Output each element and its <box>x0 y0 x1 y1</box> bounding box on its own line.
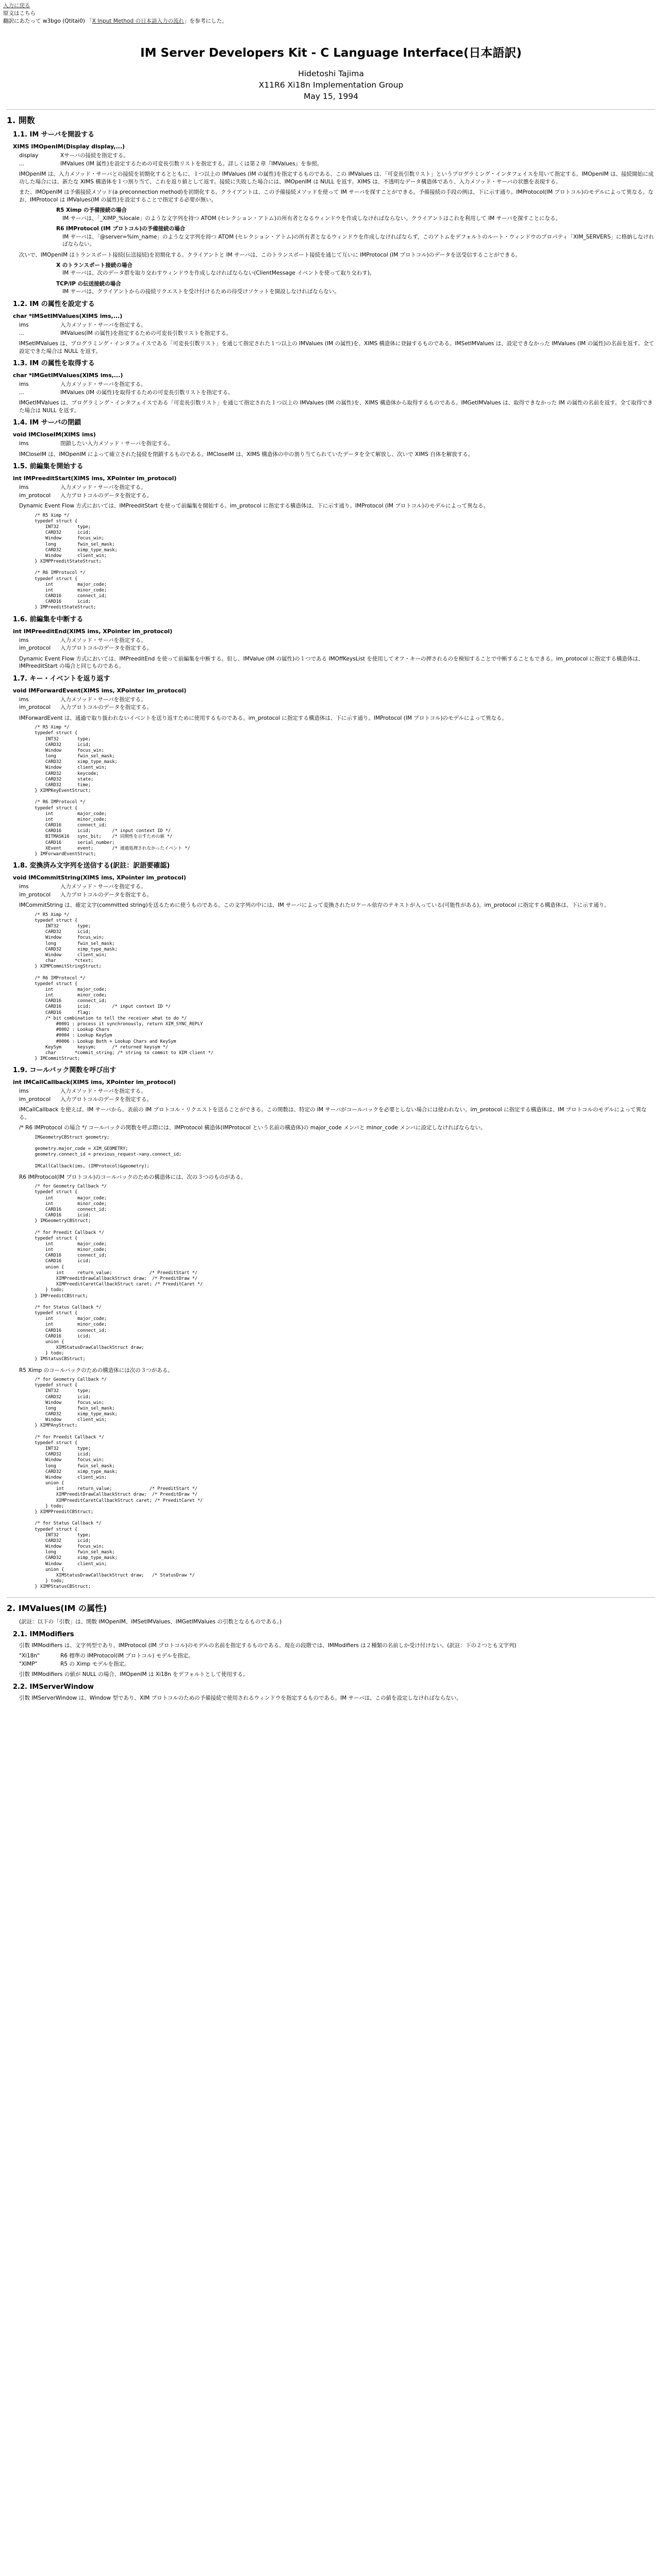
argument-description: 入力メソッド・サーバを指定する。 <box>60 637 146 643</box>
argument-list <box>19 381 655 396</box>
argument-description: IMValues (IM 属性)を設定するための可変長引数リストを指定する。詳しくは第２章『IMValues』を参照。 <box>60 160 323 167</box>
translation-note: 翻訳にあたって w3bgo (Qtitai0) 「X Input Method の日本語入力の流れ」を参考にした。 <box>3 18 227 24</box>
author: Hidetoshi Tajima <box>298 69 364 78</box>
function-signature: void IMCloseIM(XIMS ims) <box>13 431 96 438</box>
paragraph: IMOpenIM は、入力メソッド・サーバとの接続を初期化するとともに、１つ以上の IMValues (IM の属性)を指定するものである。この IMValues は、「可変長引数リスト」というプログラミング・インタフェイスを用いて指定する。IMOpenIM は、接続開始に成功した場合には、新たな XIMS 構造体を１つ割り当て、これを返り値として返す。接続に失敗した場合には、IMOpenIM は NULL を返す。XIMS は、不透明なデータ構造体であり、入力メソッド・サーバの状態を表現する。 <box>19 171 654 185</box>
section-2-1-heading: 2.1. IMModifiers <box>13 1630 74 1638</box>
argument-name: im_protocol <box>19 891 51 898</box>
paragraph: IMCallCallback を使えば、IM サーバから、表前の IM プロトコル・リクエストを送ることができる。この関数は、特定の IM サーバがコールバックを必要としない場合には使われない。im_protocol に指定する構造体は、IM プロトコルのモデルによって異なる。 <box>19 1107 647 1121</box>
paragraph: 引数 IMServerWindow は、Window 型であり、XIM プロトコルのための予備接続で使用されるウィンドウを指定するものである。IM サーバは、この値を設定しなければならない。 <box>19 1694 462 1701</box>
argument-name: im_protocol <box>19 492 51 499</box>
argument-list <box>19 883 655 899</box>
argument-description: IMValues (IM の属性)を取得するための可変長引数リストを指定する。 <box>60 389 234 396</box>
function-signature: int IMCallCallback(XIMS ims, XPointer im_protocol) <box>13 1079 176 1086</box>
function-signature: int IMPreeditStart(XIMS ims, XPointer im_protocol) <box>13 475 177 482</box>
function-signature: void IMForwardEvent(XIMS ims, XPointer im_protocol) <box>13 687 187 694</box>
argument-description: 入力プロトコルのデータを指定する。 <box>60 645 153 652</box>
top-navigation <box>3 2 227 25</box>
argument-description: IMValues(IM の属性)を指定するための可変長引数リストを指定する。 <box>60 330 232 336</box>
code-block: /* for Geometry Callback */ typedef struct { INT32 type; CARD32 icid; Window focus_win; long fwin_sel_mask; CARD32 ximp_type_mask; Window client_win; } XIMPAnyStruct; /* for Preedit Callback */ typedef struct { INT32 type; CARD32 icid; Window focus_win; long fwin_sel_mask; CARD32 ximp_type_mask; Window client_win; union { int return_value; /* PreeditStart */ XIMPreeditDrawCallbackStruct draw; /* PreeditDraw */ XIMPreeditCaretCallbackStruct caret; /* PreeditCaret */ } todo; } XIMPPreeditCBStruct; /* for Status Callback */ typedef struct { INT32 type; CARD32 icid; Window focus_win; long fwin_sel_mask; CARD32 ximp_type_mask; Window client_win; union { XIMStatusDrawCallbackStruct draw; /* StatusDraw */ } todo; } XIMPStatusCBStruct; <box>35 1377 203 1590</box>
argument-name: ims <box>19 484 29 491</box>
paragraph: IMCommitString は、確定文字(committed string)を送るために使うものである。この文字列の中には、IM サーバによって変換されたロケール依存のテキストが入っている(可能性がある)。im_protocol に指定する構造体は、下に示す通り。 <box>19 902 610 909</box>
argument-list <box>19 1088 655 1103</box>
argument-description: 入力メソッド・サーバを指定する。 <box>60 484 146 491</box>
subheading: R5 Ximp の予備接続の場合 <box>56 207 127 214</box>
argument-description: 入力プロトコルのデータを指定する。 <box>60 891 153 898</box>
argument-name: display <box>19 152 39 159</box>
argument-description: 入力プロトコルのデータを指定する。 <box>60 492 153 499</box>
original-note: 原文はこちら <box>3 10 36 16</box>
paragraph: IM サーバは、次のデータ群を取り交わすウィンドウを作成しなければならない(ClientMessage イベントを使って取り交わす)。 <box>62 270 375 277</box>
section-1-7-heading: 1.7. キー・イベントを返り返す <box>13 674 110 683</box>
argument-description: 入力メソッド・サーバを指定する。 <box>60 696 146 703</box>
section-1-4-heading: 1.4. IM サーバの閉鎖 <box>13 419 81 427</box>
function-signature: char *IMGetIMValues(XIMS ims,...) <box>13 371 123 379</box>
section-1-3-heading: 1.3. IM の属性を取得する <box>13 359 95 367</box>
argument-description: 入力メソッド・サーバを指定する。 <box>60 322 146 329</box>
argument-description: R5 の Ximp モデルを指定。 <box>60 1660 130 1667</box>
paragraph: 引数 IMModifiers の値が NULL の場合、IMOpenIM は Xi18n をデフォルトとして使用する。 <box>19 1671 249 1678</box>
function-signature: XIMS IMOpenIM(Display display,...) <box>13 143 125 150</box>
section-1-1-heading: 1.1. IM サーバを開設する <box>13 131 95 139</box>
code-block: /* for Geometry Callback */ typedef struct { int major_code; int minor_code; CARD16 connect_id; CARD16 icid; } IMGeometryCBStruct; /* for Preedit Callback */ typedef struct { int major_code; int minor_code; CARD16 connect_id; CARD16 icid; union { int return_value; /* PreeditStart */ XIMPreeditDrawCallbackStruct draw; /* PreeditDraw */ XIMPreeditCaretCallbackStruct caret; /* PreeditCaret */ } todo; } IMPreeditCBStruct; /* for Status Callback */ typedef struct { int major_code; int minor_code; CARD16 connect_id; CARD16 icid; union { XIMStatusDrawCallbackStruct draw; } todo; } IMStatusCBStruct; <box>35 1184 203 1362</box>
argument-list <box>19 152 655 167</box>
subheading: TCP/IP の伝送接続の場合 <box>56 280 121 287</box>
argument-name: ... <box>19 389 25 396</box>
subheading: R6 IMProtocol (IM プロトコル)の予備接続の場合 <box>56 226 186 232</box>
argument-description: 入力プロトコルのデータを指定する。 <box>60 704 153 711</box>
argument-name: im_protocol <box>19 1096 51 1103</box>
argument-description: 入力メソッド・サーバを指定する。 <box>60 381 146 388</box>
paragraph: また、IMOpenIM は予備接続メソッド(a preconnection method)を初期化する。クライアントは、この予備接続メソッドを使って IM サーバを探すことができる。予備接続の手段の例は、下に示す通り。IMProtocol(IM プロトコル)のモデルによって異なる。なお、IMProtocol は IMValues(IM の属性)を設定することで指定する必要が無い。 <box>19 189 654 203</box>
organization: X11R6 Xi18n Implementation Group <box>258 80 404 90</box>
document-body <box>7 45 655 1705</box>
paragraph: IMSetIMValues は、プログラミング・インタフェイスである「可変長引数リスト」を通じて指定された１つ以上の IMValues (IM の属性)を、XIMS 構造体に登録するものである。IMSetIMValues は、設定できなかった IMValues (IM の属性)の名前を返す。全て設定できた場合は NULL を返す。 <box>19 341 654 354</box>
section-2-2-heading: 2.2. IMServerWindow <box>13 1683 94 1691</box>
argument-list <box>19 484 655 499</box>
section-1-9-heading: 1.9. コールバック関数を呼び出す <box>13 1066 117 1075</box>
argument-description: 入力メソッド・サーバを指定する。 <box>60 884 146 890</box>
argument-name: ims <box>19 1088 29 1095</box>
section-1-8-heading: 1.8. 変換済み文字列を送信する(訳註：訳語要確認) <box>13 862 170 870</box>
paragraph: IMCloseIM は、IMOpenIM によって確立された接続を閉鎖するものである。IMCloseIM は、XIMS 構造体の中の割り当てられていたデータを全て解放し、次いで XIMS 自体を解放する。 <box>19 451 474 457</box>
section-2-heading: 2. IMValues(IM の属性) <box>7 1603 107 1614</box>
argument-name: ims <box>19 381 29 388</box>
argument-name: ims <box>19 637 29 643</box>
argument-name: "XIMP" <box>19 1660 38 1667</box>
code-block: /* R5 Ximp */ typedef struct { INT32 type; CARD32 icid; Window focus_win; long fwin_sel_mask; CARD32 ximp_type_mask; Window client_win; char *ctext; } XIMPCommitStringStruct; /* R6 IMProtocol */ typedef struct { int major_code; int minor_code; CARD16 connect_id; CARD16 icid; /* input context ID */ CARD16 flag; /* bit combination to tell the receiver what to do */ #0001 : process it synchronously, return XIM_SYNC_REPLY #0002 : Lookup Chars #0004 : Lookup KeySym #0006 : Lookup Both = Lookup Chars and KeySym KeySym keysym; /* returned keysym */ char *commit_string; /* string to commit to XIM client */ } IMCommitStruct; <box>35 912 213 1062</box>
argument-list <box>19 321 655 337</box>
paragraph: 次いで、IMOpenIM はトランスポート接続(伝送接続)を初期化する。クライアントと IM サーバは、このトランスポート接続を通じて互いに IMProtocol (IM プロトコル)のデータを送受信することができる。 <box>19 251 521 258</box>
paragraph: /* R6 IMProtocol の場合 */ コールバックの関数を呼ぶ際には、IMProtocol 構造体(IMProtocol という名前の構造体)の major_code メンバと minor_code メンバに設定しなければならない。 <box>19 1125 486 1131</box>
argument-list <box>19 1652 655 1668</box>
argument-description: R6 標準の IMProtocol(IM プロトコル) モデルを指定。 <box>60 1653 194 1659</box>
argument-name: ims <box>19 696 29 703</box>
argument-name: ... <box>19 330 25 336</box>
argument-list <box>19 440 655 447</box>
paragraph: 引数 IMModifiers は、文字列型であり、IMProtocol (IM プロトコル)のモデルの名前を指定するものである。現在の段階では、IMModifiers は２種類の名前しか受け付けない。(訳註：下の２つとも文字列) <box>19 1642 517 1649</box>
section-1-6-heading: 1.6. 前編集を中断する <box>13 615 84 623</box>
argument-name: ims <box>19 322 29 329</box>
document-title: IM Server Developers Kit - C Language Interface(日本語訳) <box>140 46 522 60</box>
paragraph: IMGetIMValues は、プログラミング・インタフェイスである「可変長引数リスト」を通じて指定された１つ以上の IMValues (IM の属性)を、XIMS 構造体から取得するものである。IMGetIMValues は、取得できなかった IM の属性の名前を返す。全て取得できた場合は NULL を返す。 <box>19 400 653 414</box>
paragraph: Dynamic Event Flow 方式においては、IMPreeditStart を使って前編集を開始する。im_protocol に指定する構造体は、下に示す通り。IMProtocol (IM プロトコル)のモデルによって異なる。 <box>19 503 489 510</box>
code-block: IMGeometryCBStruct geometry; geometry.major_code = XIM_GEOMETRY; geometry.connect_id = previous_request->any.connect_id; IMCallCallback(ims, (IMProtocol)&geometry); <box>35 1134 181 1169</box>
divider <box>7 1597 655 1598</box>
argument-description: 入力メソッド・サーバを指定する。 <box>60 1088 146 1095</box>
subheading: X のトランスポート接続の場合 <box>56 262 133 268</box>
argument-name: "Xi18n" <box>19 1653 40 1659</box>
paragraph: IM サーバは、「_XIMP_%locale」のような文字列を持つ ATOM (セレクション・アトム)の所有者となるウィンドウを作成しなければならない。クライアントはこれを利用して IM サーバを探すことになる。 <box>62 215 561 222</box>
argument-description: Xサーバの接続を指定する。 <box>60 152 129 159</box>
back-link[interactable]: 入力に戻る <box>3 3 30 9</box>
argument-list <box>19 696 655 711</box>
argument-name: ims <box>19 884 29 890</box>
paragraph: IM サーバは、クライアントからの接続リクエストを受け付けるための待受けソケットを開設しなければならない。 <box>62 289 340 295</box>
date: May 15, 1994 <box>304 92 358 101</box>
argument-name: im_protocol <box>19 645 51 652</box>
argument-name: im_protocol <box>19 704 51 711</box>
function-signature: char *IMSetIMValues(XIMS ims,...) <box>13 312 123 319</box>
argument-description: 閉鎖したい入力メソッド・サーバを指定する。 <box>60 440 174 447</box>
argument-list <box>19 637 655 652</box>
paragraph: IMForwardEvent は、通過で取り扱われないイベントを送り返すために使用するものである。im_protocol に指定する構造体は、下に示す通り。IMProtocol (IM プロトコル)のモデルによって異なる。 <box>19 715 507 721</box>
paragraph: (訳註：以下の「引数」は、関数 IMOpenIM、IMSetIMValues、IMGetIMValues の引数となるものである。) <box>19 1619 282 1625</box>
function-signature: int IMPreeditEnd(XIMS ims, XPointer im_protocol) <box>13 628 173 635</box>
divider <box>7 109 655 110</box>
code-block: /* R5 Ximp */ typedef struct { INT32 type; CARD32 icid; Window focus_win; long fwin_sel_mask; CARD32 ximp_type_mask; Window client_win; CARD32 keycode; CARD32 state; CARD32 time; } XIMPKeyEventStruct; /* R6 IMProtocol */ typedef struct { int major_code; int minor_code; CARD16 connect_id; CARD16 icid; /* input context ID */ BITMASK16 sync_bit; /* 同期性を示すための値 */ CARD16 serial_number; XEvent event; /* 通過処理されなかったイベント */ } IMForwardEventStruct; <box>35 725 190 857</box>
paragraph: IM サーバは、「@server=%im_name」のような文字列を持つ ATOM (セレクション・アトム)の所有者となるウィンドウを作成しなければならず、このアトムをデフォルトのルート・ウィンドウのプロパティ「XIM_SERVERS」に格納しなければならない。 <box>62 233 654 248</box>
section-1-heading: 1. 開数 <box>7 115 35 125</box>
paragraph: R5 Ximp のコールバックのための構造体には次の３つがある。 <box>19 1367 173 1374</box>
section-1-5-heading: 1.5. 前編集を開始する <box>13 463 84 471</box>
reference-link[interactable]: X Input Method の日本語入力の流れ <box>92 18 184 24</box>
code-block: /* R5 Ximp */ typedef struct { INT32 type; CARD32 icid; Window focus_win; long fwin_sel_mask; CARD32 ximp_type_mask; Window client_win; } XIMPPreeditStateStruct; /* R6 IMProtocol */ typedef struct { int major_code; int minor_code; CARD16 connect_id; CARD16 icid; } IMPreeditStateStruct; <box>35 513 118 611</box>
section-1-2-heading: 1.2. IM の属性を設定する <box>13 300 95 308</box>
argument-description: 入力プロトコルのデータを指定する。 <box>60 1096 153 1103</box>
paragraph: Dynamic Event Flow 方式においては、IMPreeditEnd を使って前編集を中断する。但し、IMValue (IM の属性)の１つである IMOffKeysList を使用してオフ・キーの押されるのを検知することで中断することもできる。im_protocol に指定する構造体は、IMPreeditStart の場合と同じものである。 <box>19 655 644 670</box>
argument-name: ims <box>19 440 29 447</box>
paragraph: R6 IMProtocol(IM プロトコル)のコールバックのための構造体には、次の３つのものがある。 <box>19 1174 246 1180</box>
function-signature: void IMCommitString(XIMS ims, XPointer im_protocol) <box>13 874 186 882</box>
argument-name: ... <box>19 160 25 167</box>
